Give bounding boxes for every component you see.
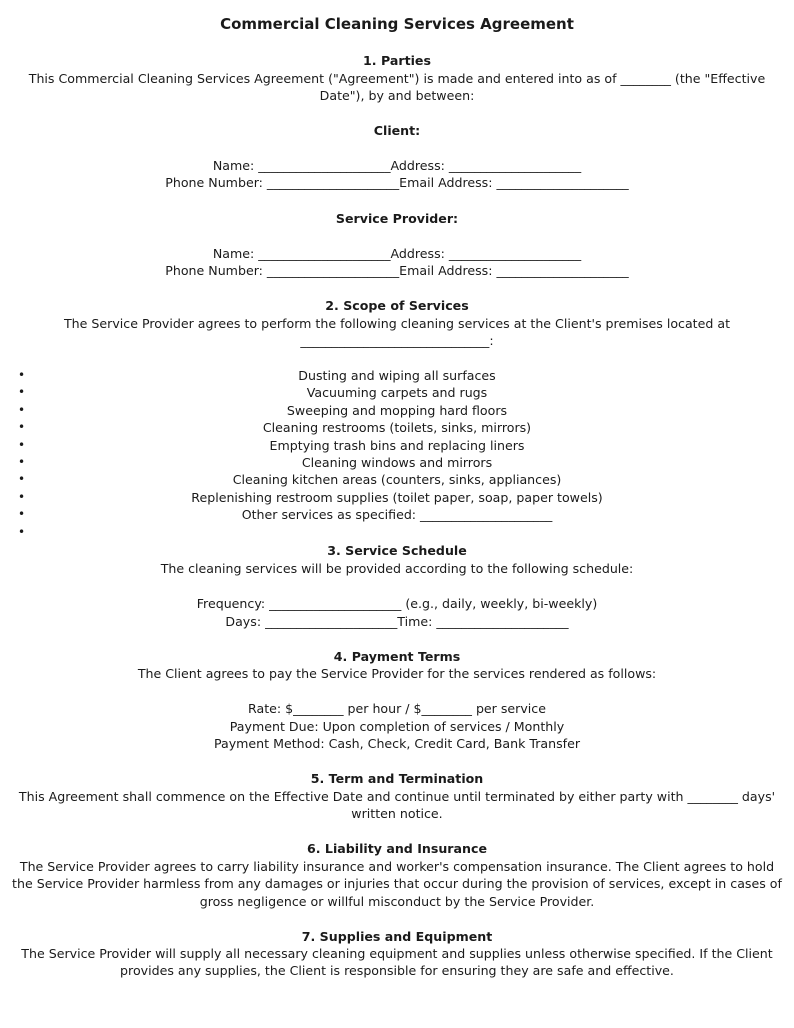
liability-text: The Service Provider agrees to carry liability insurance and worker's compensation insurance. The Client agrees to hold the Service Provider harmless from any damages or injuries that occur during the provision of services, except in cases of gross negligence or willful misconduct by the Service Provider. — [12, 859, 782, 909]
section-heading-liability: 6. Liability and Insurance — [306, 841, 487, 856]
section-heading-supplies: 7. Supplies and Equipment — [301, 929, 493, 944]
document-title: Commercial Cleaning Services Agreement — [220, 15, 574, 33]
client-label: Client: — [373, 123, 421, 138]
days-time-line: Days: _____________________Time: _____________________ — [225, 614, 569, 629]
list-item: • Sweeping and mopping hard floors — [0, 402, 794, 419]
schedule-intro: The cleaning services will be provided according to the following schedule: — [160, 561, 634, 576]
supplies-text: The Service Provider will supply all necessary cleaning equipment and supplies unless otherwise specified. If the Client provides any supplies, the Client is responsible for ensuring they are safe and effective. — [21, 946, 773, 979]
list-item: • Cleaning windows and mirrors — [0, 454, 794, 471]
list-item: • Dusting and wiping all surfaces — [0, 367, 794, 384]
section-heading-scope: 2. Scope of Services — [325, 298, 469, 313]
section-heading-schedule: 3. Service Schedule — [327, 543, 467, 558]
list-item: • Emptying trash bins and replacing liners — [0, 437, 794, 454]
payment-method-line: Payment Method: Cash, Check, Credit Card, Bank Transfer — [213, 736, 581, 751]
provider-phone-email-line: Phone Number: _____________________Email Address: _____________________ — [165, 263, 629, 278]
section-heading-payment: 4. Payment Terms — [333, 649, 461, 664]
list-item: • Other services as specified: _____________________ — [0, 506, 794, 523]
payment-intro: The Client agrees to pay the Service Provider for the services rendered as follows: — [137, 666, 657, 681]
term-text: This Agreement shall commence on the Effective Date and continue until terminated by either party with ________ days' written notice. — [18, 789, 776, 822]
services-list — [0, 367, 794, 541]
provider-label: Service Provider: — [335, 211, 459, 226]
payment-due-line: Payment Due: Upon completion of services / Monthly — [229, 719, 565, 734]
section-heading-term: 5. Term and Termination — [310, 771, 484, 786]
client-name-address-line: Name: _____________________Address: _____________________ — [212, 158, 582, 173]
list-item: • Cleaning kitchen areas (counters, sinks, appliances) — [0, 471, 794, 488]
frequency-line: Frequency: _____________________ (e.g., daily, weekly, bi-weekly) — [196, 596, 598, 611]
provider-name-address-line: Name: _____________________Address: _____________________ — [212, 246, 582, 261]
client-phone-email-line: Phone Number: _____________________Email Address: _____________________ — [165, 175, 629, 190]
rate-line: Rate: $________ per hour / $________ per service — [248, 701, 546, 716]
section-heading-parties: 1. Parties — [363, 53, 431, 68]
list-item: • Cleaning restrooms (toilets, sinks, mirrors) — [0, 419, 794, 436]
parties-intro: This Commercial Cleaning Services Agreement ("Agreement") is made and entered into as of ________ (the "Effective Date"), by and between: — [28, 71, 766, 104]
scope-intro: The Service Provider agrees to perform the following cleaning services at the Client's premises located at ______________________________: — [63, 316, 731, 349]
list-item: • Replenishing restroom supplies (toilet paper, soap, paper towels) — [0, 489, 794, 506]
list-item: • Vacuuming carpets and rugs — [0, 384, 794, 401]
list-item — [0, 524, 794, 541]
